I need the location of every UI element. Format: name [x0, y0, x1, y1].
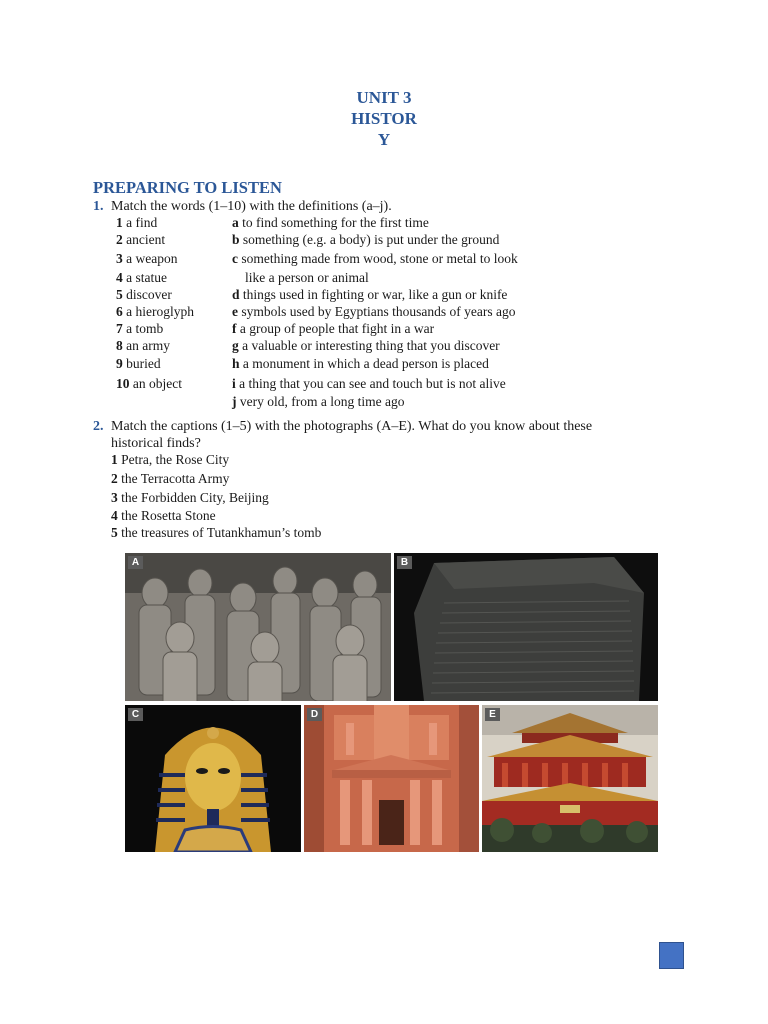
question-2-number: 2.	[93, 419, 104, 434]
definition-item: f a group of people that fight in a war	[232, 321, 435, 336]
photo-label: A	[128, 556, 143, 569]
photo-label: D	[307, 708, 322, 721]
photo-label: B	[397, 556, 412, 569]
definition-item: g a valuable or interesting thing that you discover	[232, 338, 500, 353]
question-1	[93, 198, 392, 215]
definition-item: e symbols used by Egyptians thousands of years ago	[232, 304, 516, 319]
word-item: 9 buried	[116, 356, 161, 371]
definition-item: c something made from wood, stone or metal to look	[232, 251, 518, 266]
definition-continuation: like a person or animal	[245, 270, 369, 285]
unit-subtitle-part1: HISTOR	[351, 109, 417, 128]
question-2	[93, 418, 592, 435]
caption-item: 1 Petra, the Rose City	[111, 452, 230, 467]
word-item: 4 a statue	[116, 270, 167, 285]
photo-terracotta-army	[125, 553, 391, 701]
blue-square-decoration	[659, 942, 684, 969]
unit-title: UNIT 3	[356, 88, 412, 107]
word-item: 1 a find	[116, 215, 158, 230]
question-2-instruction: Match the captions (1–5) with the photographs (A–E). What do you know about these	[111, 419, 593, 434]
word-item: 6 a hieroglyph	[116, 304, 194, 319]
definition-item: d things used in fighting or war, like a gun or knife	[232, 287, 508, 302]
definition-item: b something (e.g. a body) is put under the ground	[232, 232, 500, 247]
definition-item: j very old, from a long time ago	[232, 394, 405, 409]
photo-label: C	[128, 708, 143, 721]
word-item: 3 a weapon	[116, 251, 178, 266]
definition-item: h a monument in which a dead person is placed	[232, 356, 489, 371]
word-item: 7 a tomb	[116, 321, 164, 336]
caption-item: 5 the treasures of Tutankhamun’s tomb	[111, 525, 322, 540]
word-item: 5 discover	[116, 287, 172, 302]
photo-label: E	[485, 708, 500, 721]
caption-item: 2 the Terracotta Army	[111, 471, 230, 486]
photo-petra	[304, 705, 479, 852]
caption-item: 3 the Forbidden City, Beijing	[111, 490, 269, 505]
question-1-number: 1.	[93, 199, 104, 214]
photo-rosetta-stone	[394, 553, 658, 701]
unit-subtitle-part2: Y	[377, 130, 391, 149]
word-item: 2 ancient	[116, 232, 166, 247]
photo-forbidden-city	[482, 705, 658, 852]
caption-item: 4 the Rosetta Stone	[111, 508, 216, 523]
word-item: 8 an army	[116, 338, 170, 353]
question-2-instruction-cont: historical finds?	[111, 436, 201, 451]
definition-item: a to find something for the first time	[232, 215, 429, 230]
word-item: 10 an object	[116, 376, 182, 391]
photo-tutankhamun-mask	[125, 705, 301, 852]
question-1-instruction: Match the words (1–10) with the definitions (a–j).	[111, 199, 392, 214]
section-heading: PREPARING TO LISTEN	[93, 178, 282, 197]
definition-item: i a thing that you can see and touch but is not alive	[232, 376, 506, 391]
